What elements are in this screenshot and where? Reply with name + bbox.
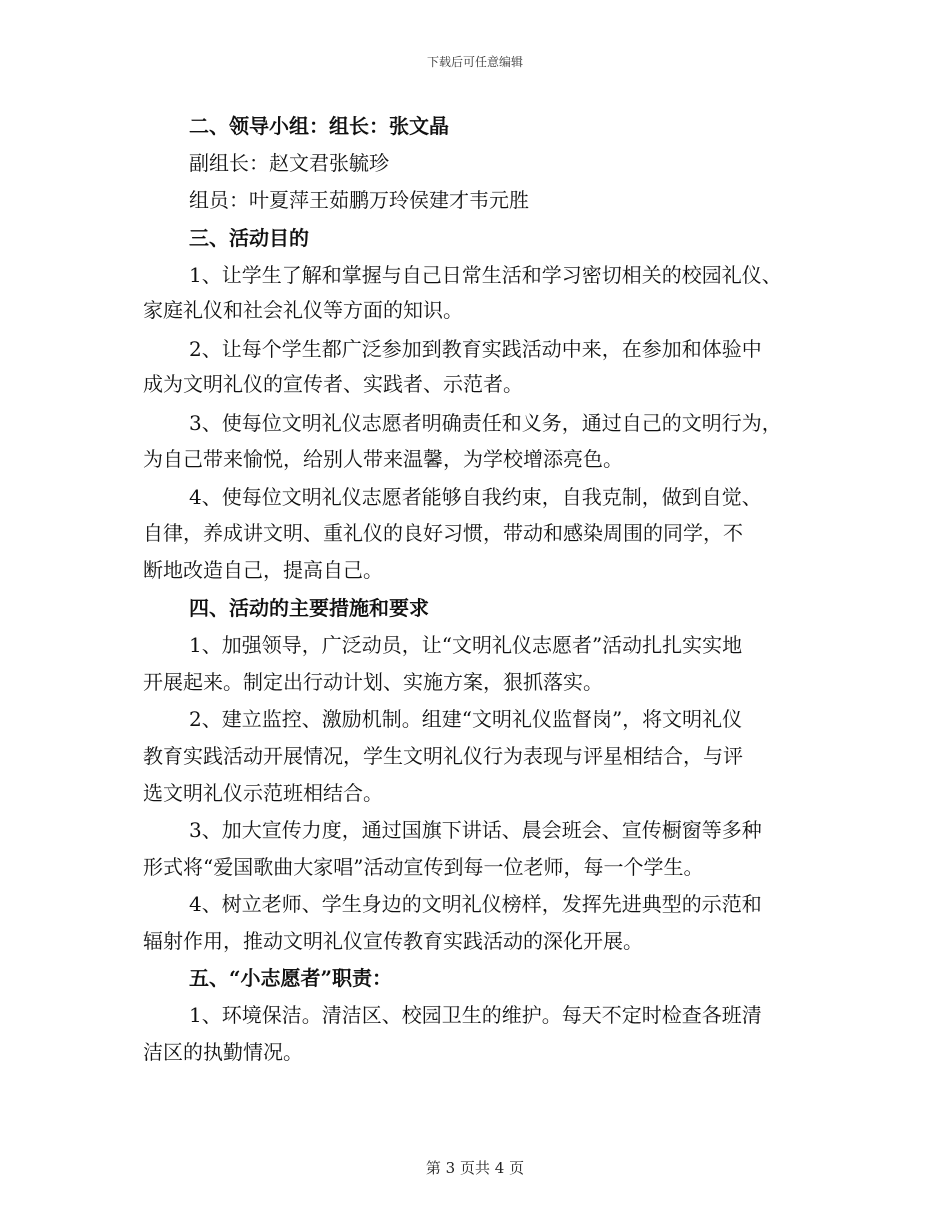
paragraph-line: 断地改造自己，提高自己。 [143, 558, 383, 582]
paragraph-line: 4、树立老师、学生身边的文明礼仪榜样，发挥先进典型的示范和 [189, 892, 762, 916]
paragraph-line: 1、让学生了解和掌握与自己日常生活和学习密切相关的校园礼仪、 [189, 263, 782, 287]
section-heading-measures: 四、活动的主要措施和要求 [189, 596, 429, 620]
page-footer: 第 3 页共 4 页 [425, 1159, 525, 1177]
paragraph-line: 3、加大宣传力度，通过国旗下讲话、晨会班会、宣传橱窗等多种 [189, 818, 762, 842]
paragraph-line: 开展起来。制定出行动计划、实施方案，狠抓落实。 [143, 670, 603, 694]
paragraph-line: 家庭礼仪和社会礼仪等方面的知识。 [143, 298, 463, 322]
paragraph-line: 4、使每位文明礼仪志愿者能够自我约束，自我克制，做到自觉、 [189, 485, 762, 509]
paragraph-line: 洁区的执勤情况。 [143, 1040, 303, 1064]
paragraph-line: 教育实践活动开展情况，学生文明礼仪行为表现与评星相结合，与评 [143, 744, 743, 768]
paragraph-line: 1、环境保洁。清洁区、校园卫生的维护。每天不定时检查各班清 [189, 1003, 762, 1027]
page-header: 下载后可任意编辑 [426, 55, 523, 69]
paragraph-line: 形式将“爱国歌曲大家唱”活动宣传到每一位老师，每一个学生。 [143, 855, 704, 879]
paragraph-line: 为自己带来愉悦，给别人带来温馨，为学校增添亮色。 [143, 447, 623, 471]
paragraph-line: 自律，养成讲文明、重礼仪的良好习惯，带动和感染周围的同学，不 [143, 521, 743, 545]
paragraph-line: 3、使每位文明礼仪志愿者明确责任和义务，通过自己的文明行为， [189, 411, 782, 435]
paragraph-line: 副组长：赵文君张毓珍 [189, 151, 389, 175]
paragraph-line: 选文明礼仪示范班相结合。 [143, 781, 383, 805]
paragraph-line: 组员：叶夏萍王茹鹏万玲侯建才韦元胜 [189, 188, 529, 212]
paragraph-line: 2、建立监控、激励机制。组建“文明礼仪监督岗”，将文明礼仪 [189, 707, 743, 731]
paragraph-line: 2、让每个学生都广泛参加到教育实践活动中来，在参加和体验中 [189, 337, 762, 361]
paragraph-line: 1、加强领导，广泛动员，让“文明礼仪志愿者”活动扎扎实实地 [189, 633, 743, 657]
section-heading-purpose: 三、活动目的 [189, 226, 309, 250]
section-heading-duties: 五、“小志愿者”职责： [189, 966, 393, 990]
section-heading-leadership: 二、领导小组：组长：张文晶 [189, 114, 449, 138]
paragraph-line: 成为文明礼仪的宣传者、实践者、示范者。 [143, 372, 523, 396]
paragraph-line: 辐射作用，推动文明礼仪宣传教育实践活动的深化开展。 [143, 929, 643, 953]
